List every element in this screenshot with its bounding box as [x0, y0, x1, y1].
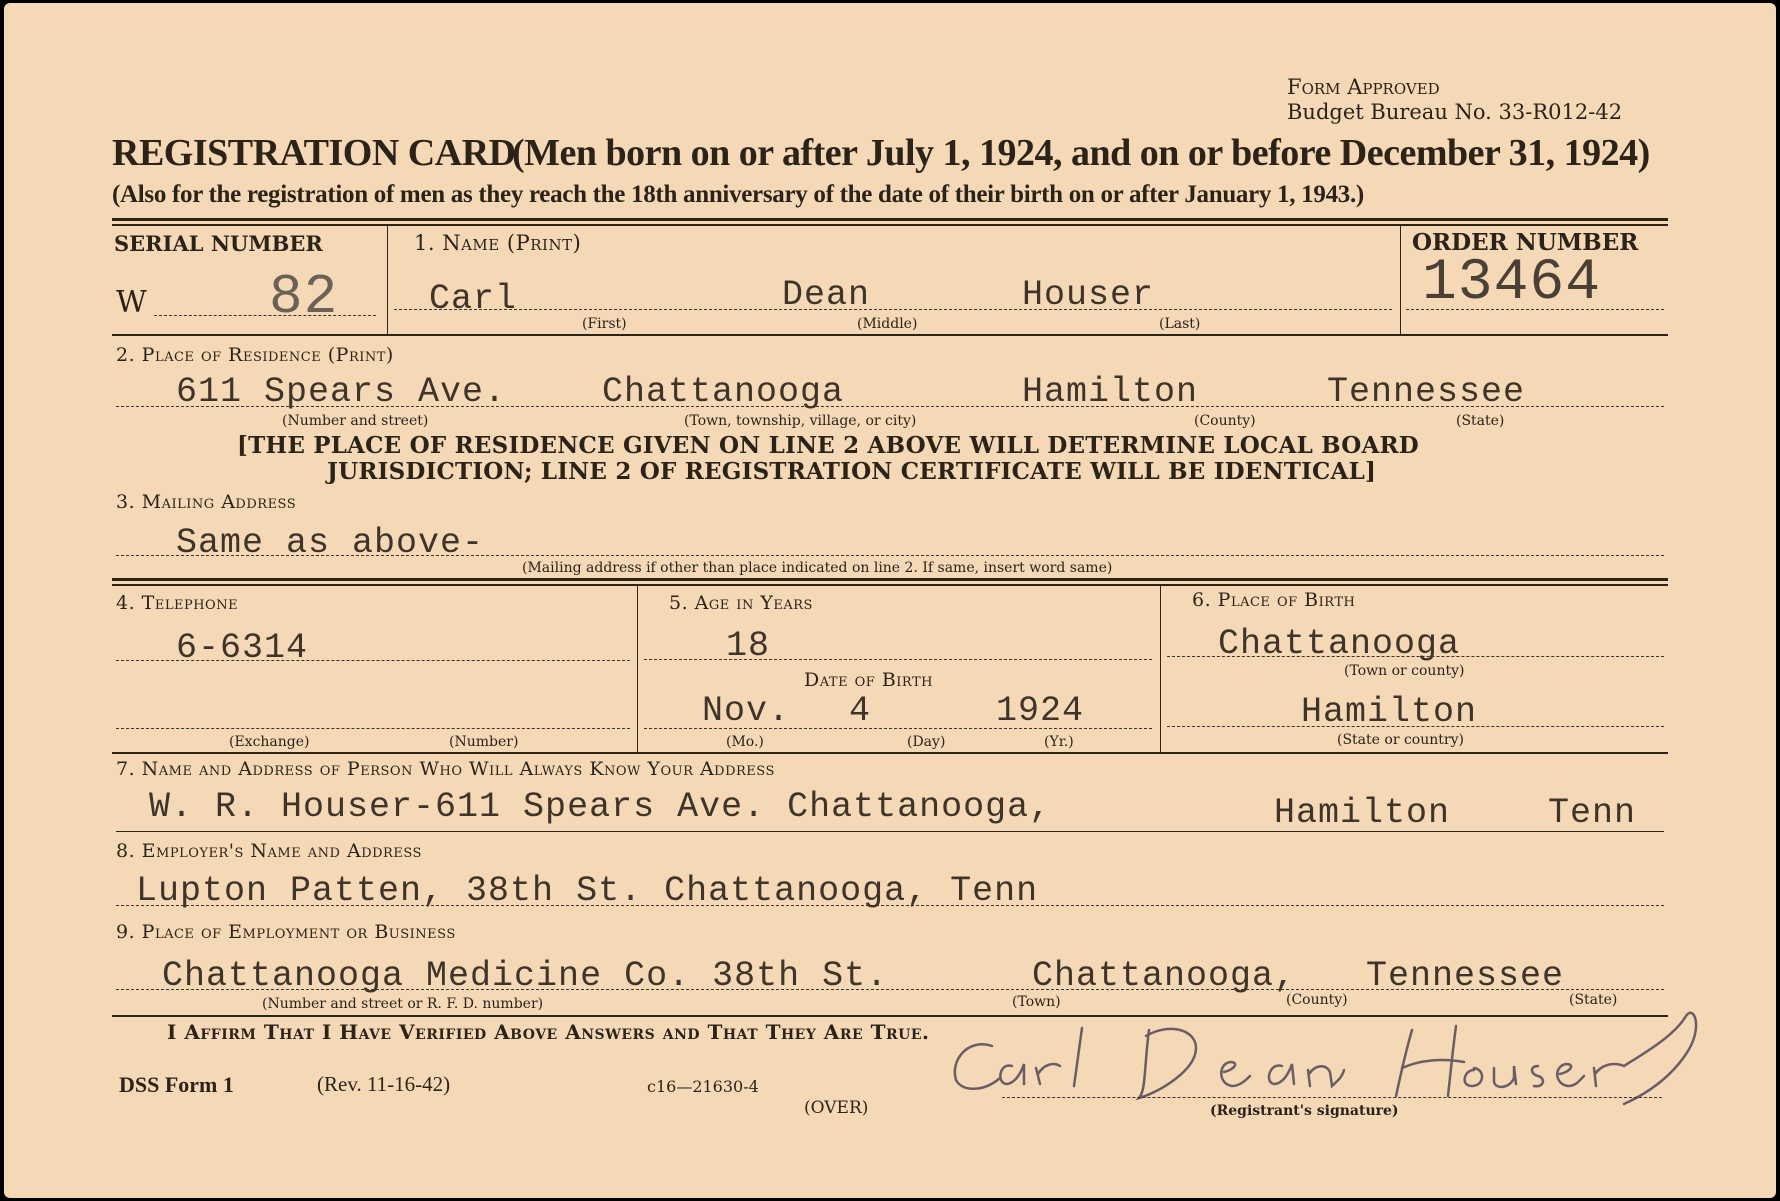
residence-street: 611 Spears Ave. [176, 372, 507, 412]
birth-month: Nov. [702, 691, 791, 731]
row-rule [112, 578, 1668, 581]
budget-bureau-number: Budget Bureau No. 33-R012-42 [1287, 100, 1623, 124]
place-of-birth-label: 6. Place of Birth [1192, 589, 1356, 611]
employer-value: Lupton Patten, 38th St. Chattanooga, Tenn [136, 871, 1039, 911]
employment-state-caption: (State) [1569, 992, 1618, 1008]
birth-state-value: Hamilton [1301, 692, 1478, 732]
last-caption: (Last) [1159, 316, 1201, 332]
order-number-label: ORDER NUMBER [1412, 229, 1639, 256]
form-approved: Form Approved [1287, 75, 1440, 99]
state-caption: (State) [1456, 413, 1505, 429]
serial-prefix: W [116, 285, 147, 320]
card-subtitle: (Also for the registration of men as they reach the 18th anniversary of the date of their birth on or after January 1, 1943.) [112, 181, 1364, 208]
middle-caption: (Middle) [857, 316, 918, 332]
print-code: c16—21630-4 [647, 1077, 759, 1096]
date-of-birth-label: Date of Birth [804, 669, 933, 691]
affirmation: I Affirm That I Have Verified Above Answers and That They Are True. [167, 1020, 930, 1044]
telephone-value: 6-6314 [176, 628, 309, 668]
row-rule [112, 334, 1668, 336]
town-caption: (Town, township, village, or city) [684, 413, 917, 429]
age-label: 5. Age in Years [669, 592, 813, 614]
signature-line [1002, 1097, 1662, 1098]
row-rule-thin [112, 584, 1668, 586]
residence-notice-line1: [THE PLACE OF RESIDENCE GIVEN ON LINE 2 ABOVE WILL DETERMINE LOCAL BOARD [237, 432, 1419, 459]
registration-card [4, 3, 1776, 1198]
day-caption: (Day) [907, 734, 946, 750]
over-note: (OVER) [804, 1098, 869, 1118]
mailing-caption: (Mailing address if other than place indicated on line 2. If same, insert word same) [522, 560, 1113, 576]
telephone-label: 4. Telephone [116, 592, 239, 614]
signature-caption: (Registrant's signature) [1210, 1103, 1399, 1119]
first-name: Carl [429, 279, 518, 319]
contact-person-value: W. R. Houser-611 Spears Ave. Chattanooga, [149, 787, 1052, 827]
card-title: REGISTRATION CARD [112, 132, 516, 174]
middle-name: Dean [782, 275, 871, 315]
county-caption: (County) [1194, 413, 1256, 429]
header-rule-thin [112, 224, 1668, 226]
residence-state: Tennessee [1327, 372, 1526, 412]
first-caption: (First) [582, 316, 627, 332]
last-name: Houser [1022, 275, 1155, 315]
residence-town: Chattanooga [602, 372, 845, 412]
header-rule [112, 218, 1668, 221]
employment-value: Chattanooga Medicine Co. 38th St. [162, 956, 889, 996]
residence-notice-line2: JURISDICTION; LINE 2 OF REGISTRATION CERTIFICATE WILL BE IDENTICAL] [327, 458, 1377, 485]
employment-number-caption: (Number and street or R. F. D. number) [262, 996, 544, 1012]
name-line [394, 309, 1392, 310]
year-caption: (Yr.) [1044, 734, 1074, 750]
form-revision: (Rev. 11-16-42) [317, 1072, 451, 1096]
mailing-address-value: Same as above- [176, 523, 485, 563]
place-of-employment-label: 9. Place of Employment or Business [116, 921, 456, 943]
serial-line [154, 315, 376, 316]
serial-number-label: SERIAL NUMBER [114, 231, 323, 256]
card-title-eligibility: (Men born on or after July 1, 1924, and on or before December 31, 1924) [512, 132, 1650, 174]
employment-county-caption: (County) [1286, 992, 1348, 1008]
contact-county: Hamilton [1274, 793, 1451, 833]
birth-year: 1924 [996, 691, 1085, 731]
exchange-caption: (Exchange) [229, 734, 310, 750]
registrant-signature [934, 1008, 1724, 1118]
residence-county: Hamilton [1022, 372, 1199, 412]
street-caption: (Number and street) [282, 413, 429, 429]
age-value: 18 [726, 626, 771, 666]
employment-town-caption: (Town) [1012, 994, 1061, 1010]
divider [387, 226, 388, 334]
residence-label: 2. Place of Residence (Print) [116, 344, 394, 366]
birth-day: 4 [849, 691, 872, 731]
birth-town-caption: (Town or county) [1344, 663, 1465, 679]
form-number: DSS Form 1 [119, 1072, 234, 1097]
age-line [644, 659, 1152, 660]
employment-town: Chattanooga, [1032, 956, 1297, 996]
serial-number-value: 82 [269, 265, 339, 329]
employer-label: 8. Employer's Name and Address [116, 840, 422, 862]
telephone-line-2 [116, 728, 630, 729]
birth-town-value: Chattanooga [1218, 624, 1461, 664]
month-caption: (Mo.) [726, 734, 764, 750]
divider [1160, 586, 1161, 753]
divider [1400, 226, 1401, 334]
name-label: 1. Name (Print) [414, 231, 582, 255]
row-rule [112, 752, 1668, 754]
employment-state: Tennessee [1366, 956, 1565, 996]
contact-person-label: 7. Name and Address of Person Who Will Always Know Your Address [116, 758, 775, 780]
contact-state: Tenn [1548, 793, 1637, 833]
divider [637, 586, 638, 753]
order-number-value: 13464 [1422, 251, 1602, 316]
number-caption: (Number) [449, 734, 519, 750]
mailing-address-label: 3. Mailing Address [116, 491, 297, 513]
birth-state-caption: (State or country) [1337, 732, 1464, 748]
